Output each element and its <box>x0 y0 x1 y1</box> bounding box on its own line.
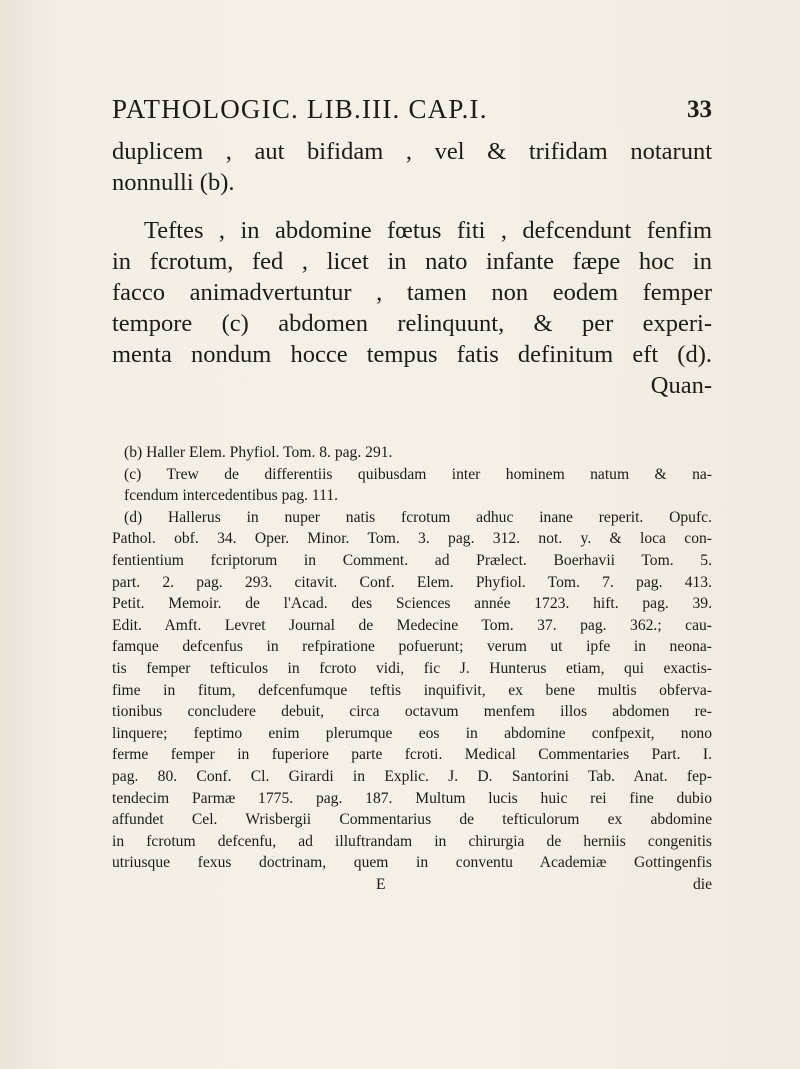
main-text <box>112 136 712 401</box>
footnote-line: part. 2. pag. 293. citavit. Conf. Elem. Phyfiol. Tom. 7. pag. 413. <box>112 573 712 591</box>
text-line: facco animadvertuntur , tamen non eodem femper <box>112 279 712 306</box>
footnote-line: Edit. Amft. Levret Journal de Medecine Tom. 37. pag. 362.; cau- <box>112 616 712 634</box>
text-line: Teftes , in abdomine fœtus fiti , defcendunt fenfim <box>144 217 712 244</box>
text-line: in fcrotum, fed , licet in nato infante fæpe hoc in <box>112 248 712 275</box>
footnote-line: fcendum intercedentibus pag. 111. <box>124 487 339 505</box>
text-line: nonnulli (b). <box>112 169 235 196</box>
footnote-line: tionibus concludere debuit, circa octavum menfem illos abdomen re- <box>112 703 712 721</box>
page-header <box>112 94 712 126</box>
page-number: 33 <box>687 96 712 123</box>
footnote-line: fime in fitum, defcenfumque teftis inquifivit, ex bene multis obferva- <box>112 681 712 699</box>
paragraph-1 <box>112 136 712 198</box>
text-line: menta nondum hocce tempus fatis definitum eft (d). <box>112 341 712 368</box>
footnote-line: linquere; feptimo enim plerumque eos in abdomine confpexit, nono <box>112 724 712 742</box>
footnote-line: affundet Cel. Wrisbergii Commentarius de tefticulorum ex abdomine <box>112 811 712 829</box>
paragraph-2 <box>112 215 712 370</box>
running-head: PATHOLOGIC. LIB.III. CAP.I. <box>112 94 488 124</box>
footnote-line: tendecim Parmæ 1775. pag. 187. Multum lucis huic rei fine dubio <box>112 789 712 807</box>
footnote-line: Petit. Memoir. de l'Acad. des Sciences année 1723. hift. pag. 39. <box>112 595 712 613</box>
footnote-line: fentientium fcriptorum in Comment. ad Prælect. Boerhavii Tom. 5. <box>112 551 712 569</box>
signature-mark: E <box>376 875 386 893</box>
footnote-line: pag. 80. Conf. Cl. Girardi in Explic. J. D. Santorini Tab. Anat. fep- <box>112 767 712 785</box>
catchword-main: Quan- <box>650 372 712 399</box>
footnote-line: tis femper tefticulos in fcroto vidi, fic J. Hunterus etiam, qui exactis- <box>112 659 712 677</box>
footnote-line: utriusque fexus doctrinam, quem in conventu Academiæ Gottingenfis <box>112 854 712 872</box>
footnote-line: Pathol. obf. 34. Oper. Minor. Tom. 3. pag. 312. not. y. & loca con- <box>112 530 712 548</box>
text-line: duplicem , aut bifidam , vel & trifidam notarunt <box>112 138 712 165</box>
footnotes <box>112 442 712 895</box>
footnote-line: famque defcenfus in refpiratione pofuerunt; verum ut ipfe in neona- <box>112 638 712 656</box>
footnote-d: (d) Hallerus in nuper natis fcrotum adhuc inane reperit. Opufc. <box>124 508 712 526</box>
footnote-line: in fcrotum defcenfu, ad illuftrandam in chirurgia de herniis congenitis <box>112 832 712 850</box>
catchword-footnote: die <box>692 875 712 893</box>
footnote-c: (c) Trew de differentiis quibusdam inter hominem natum & na- <box>124 465 712 483</box>
text-line: tempore (c) abdomen relinquunt, & per experi- <box>112 310 712 337</box>
footnote-line: ferme femper in fuperiore parte fcroti. Medical Commentaries Part. I. <box>112 746 712 764</box>
footnote-b: (b) Haller Elem. Phyfiol. Tom. 8. pag. 291. <box>124 444 393 461</box>
signature-line <box>112 874 712 896</box>
